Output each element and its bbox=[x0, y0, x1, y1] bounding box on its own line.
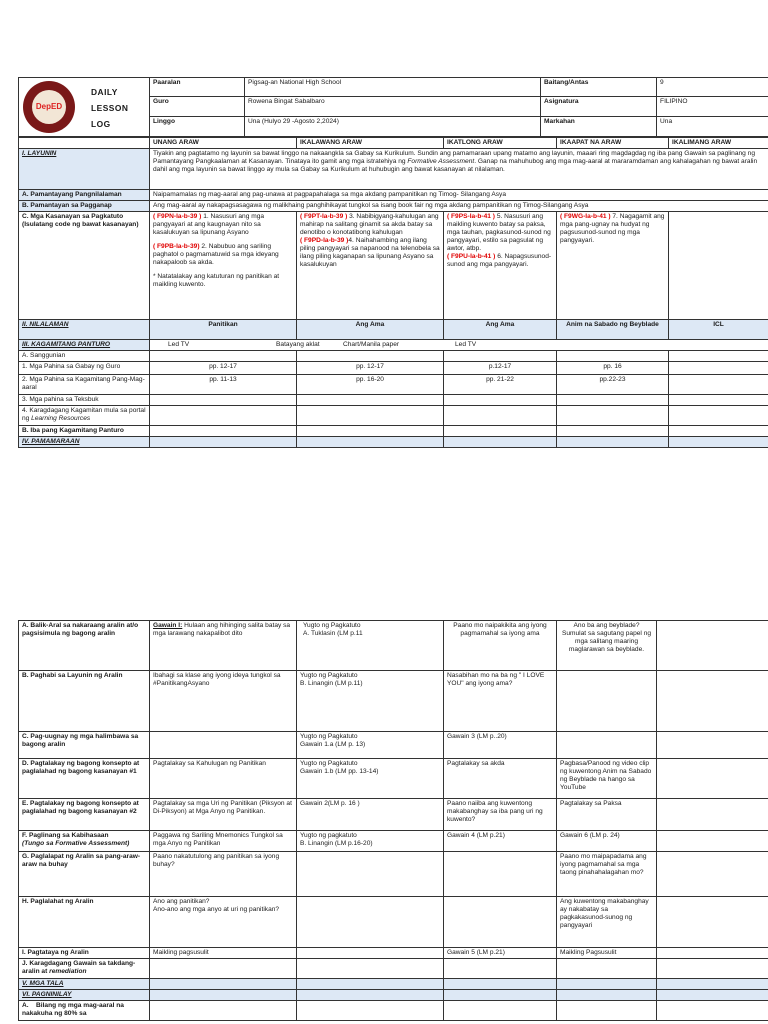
nilalaman-day3: Ang Ama bbox=[444, 320, 557, 340]
gabay-day2: pp. 12-17 bbox=[297, 362, 444, 375]
pagtataya-day1: Maikling pagsusulit bbox=[150, 948, 297, 959]
pagkatuto-day2: ( F9PT-Ia-b-39 ) 3. Nabibigyang-kahulugan ang mahirap na salitang ginamit sa akda batay sa denotibo o konotatibong kahulugan ( F9PD-Ia-b-39 )4. Naihahambing ang ilang piling pangyayari sa napanood na telenobela sa ilang piling kaganapan sa lipunang Asyano sa kasalukuyan bbox=[297, 212, 444, 320]
karagdagang-kagamitan-label: 4. Karagdagang Kagamitan mula sa portal ng Learning Resources bbox=[19, 406, 150, 426]
konsepto2-day4: Pagtalakay sa Paksa bbox=[557, 799, 657, 831]
paghabi-day1: Ibahagi sa klase ang iyong ideya tungkol sa #PanitikangAsyano bbox=[150, 671, 297, 732]
pag-uugnay-label: C. Pag-uugnay ng mga halimbawa sa bagong aralin bbox=[19, 732, 150, 759]
balik-aral-day2: Yugto ng Pagkatuto A. Tuklasin (LM p.11 bbox=[297, 621, 444, 671]
layunin-heading: I. LAYUNIN bbox=[19, 149, 150, 190]
takdang-aralin-label: J. Karagdagang Gawain sa takdang-aralin at remediation bbox=[19, 959, 150, 979]
konsepto1-day3: Pagtalakay sa akda bbox=[444, 759, 557, 799]
kabihasaan-day1: Paggawa ng Sariling Mnemonics Tungkol sa mga Anyo ng Panitikan bbox=[150, 831, 297, 852]
paaralan-label: Paaralan bbox=[150, 78, 245, 97]
deped-seal-icon: DepED bbox=[23, 81, 75, 133]
sanggunian-label: A. Sanggunian bbox=[19, 351, 150, 362]
pagtataya-label: I. Pagtataya ng Aralin bbox=[19, 948, 150, 959]
gabay-label: 1. Mga Pahina sa Gabay ng Guro bbox=[19, 362, 150, 375]
paglalahat-label: H. Paglalahat ng Aralin bbox=[19, 897, 150, 948]
pagkatuto-label: C. Mga Kasanayan sa Pagkatuto (Isulatang code ng bawat kasanayan) bbox=[19, 212, 150, 320]
pagtataya-day3: Gawain 5 (LM p.21) bbox=[444, 948, 557, 959]
baitang-value: 9 bbox=[657, 78, 768, 97]
layunin-text: Tiyakin ang pagtatamo ng layunin sa bawat linggo na nakaangkla sa Gabay sa Kurikulum. Sundin ang pamamaraan upang matamo ang layunin, maaari ring magdagdag ng iba pang Gawain sa paglinang ng Pamantayang Pangkaalaman at Kasanayan. Tinataya ito gamit ang mga istratehiya ng Formative Assessment. Ganap na mahuhubog ang mga mag-aaral at mararamdaman ang kahalagahan ng bawat aralin dahil ang mga layunin sa bawat linggo ay mula sa Gabay sa Kurikulum at huhubugin ang bawat kasanayan at nilalaman. bbox=[150, 149, 768, 190]
guro-label: Guro bbox=[150, 97, 245, 117]
nilalaman-heading: II. NILALAMAN bbox=[19, 320, 150, 340]
kagamitang-mag-aaral-label: 2. Mga Pahina sa Kagamitang Pang-Mag-aaral bbox=[19, 375, 150, 395]
pagkatuto-day4: ( F9WG-Ia-b-41 ) 7. Nagagamit ang mga pang-ugnay na hudyat ng pagsusunod-sunod ng mga pangyayari. bbox=[557, 212, 669, 320]
nilalaman-day5: ICL bbox=[669, 320, 768, 340]
kabihasaan-day2: Yugto ng pagkatuto B. Linangin (LM p.16-20) bbox=[297, 831, 444, 852]
pag-uugnay-day3: Gawain 3 (LM p..20) bbox=[444, 732, 557, 759]
kagamitang-mag-aaral-day4: pp.22-23 bbox=[557, 375, 669, 395]
lesson-log-procedure bbox=[18, 620, 768, 1021]
pangnilalaman-label: A. Pamantayang Pangnilalaman bbox=[19, 190, 150, 201]
gabay-day4: pp. 16 bbox=[557, 362, 669, 375]
kagamitan-heading: III. KAGAMITANG PANTURO bbox=[19, 340, 150, 351]
konsepto2-label: E. Pagtalakay ng bagong konsepto at paglalahad ng bagong kasanayan #2 bbox=[19, 799, 150, 831]
konsepto2-day1: Pagtalakay sa mga Uri ng Panitikan (Piksyon at Di-Piksyon) at Mga Anyo ng Panitikan. bbox=[150, 799, 297, 831]
day-header-1: UNANG ARAW bbox=[150, 138, 297, 149]
paghabi-day4 bbox=[557, 671, 657, 732]
kabihasaan-day3: Gawain 4 (LM p.21) bbox=[444, 831, 557, 852]
bilang-label: A. Bilang ng mga mag-aaral na nakakuha ng 80% sa bbox=[19, 1001, 150, 1021]
konsepto2-day2: Gawain 2(LM p. 16 ) bbox=[297, 799, 444, 831]
paghabi-label: B. Paghabi sa Layunin ng Aralin bbox=[19, 671, 150, 732]
pangnilalaman-text: Naipamamalas ng mag-aaral ang pag-unawa at pagpapahalaga sa mga akdang pampanitikan ng Timog- Silangang Asya bbox=[150, 190, 768, 201]
kagamitang-mag-aaral-day1: pp. 11-13 bbox=[150, 375, 297, 395]
day-header-blank bbox=[19, 138, 150, 149]
kabihasaan-label: F. Paglinang sa Kabihasaan (Tungo sa Formative Assessment) bbox=[19, 831, 150, 852]
gabay-day1: pp. 12-17 bbox=[150, 362, 297, 375]
guro-value: Rowena Bingat Sabalbaro bbox=[245, 97, 541, 117]
konsepto2-day3: Paano naiiba ang kuwentong makabanghay sa iba pang uri ng kuwento? bbox=[444, 799, 557, 831]
gabay-day3: p.12-17 bbox=[444, 362, 557, 375]
asignatura-value: FILIPINO bbox=[657, 97, 768, 117]
markahan-label: Markahan bbox=[541, 117, 657, 137]
pagkatuto-day3: ( F9PS-Ia-b-41 ) 5. Nasusuri ang maikling kuwento batay sa paksa, mga tauhan, pagkasunod-sunod ng pangyayari, estilo sa pagsulat ng awtor, atbp. ( F9PU-Ia-b-41 ) 6. Napagsusunod-sunod ang mga pangyayari. bbox=[444, 212, 557, 320]
nilalaman-day4: Anim na Sabado ng Beyblade bbox=[557, 320, 669, 340]
kagamitang-mag-aaral-day2: pp. 16-20 bbox=[297, 375, 444, 395]
konsepto1-day1: Pagtalakay sa Kahulugan ng Panitikan bbox=[150, 759, 297, 799]
pag-uugnay-day2: Yugto ng Pagkatuto Gawain 1.a (LM p. 13) bbox=[297, 732, 444, 759]
day-header-3: IKATLONG ARAW bbox=[444, 138, 557, 149]
pagganap-text: Ang mag-aaral ay nakapagsasagawa ng malikhaing panghihikayat tungkol sa isang book fair ng mga akdang pampanitikan ng Timog-Silangang Asya bbox=[150, 201, 768, 212]
baitang-label: Baitang/Antas bbox=[541, 78, 657, 97]
day-header-2: IKALAWANG ARAW bbox=[297, 138, 444, 149]
asignatura-label: Asignatura bbox=[541, 97, 657, 117]
nilalaman-day2: Ang Ama bbox=[297, 320, 444, 340]
pagkatuto-day5 bbox=[669, 212, 768, 320]
header-logo-block bbox=[19, 78, 150, 137]
kabihasaan-day4: Gawain 6 (LM p. 24) bbox=[557, 831, 657, 852]
nilalaman-day1: Panitikan bbox=[150, 320, 297, 340]
iba-pang-kagamitan-label: B. Iba pang Kagamitang Panturo bbox=[19, 426, 150, 437]
paaralan-value: Pigsag-an National High School bbox=[245, 78, 541, 97]
pagtataya-day4: Maikling Pagsusulit bbox=[557, 948, 657, 959]
mga-tala-heading: V. MGA TALA bbox=[19, 979, 150, 990]
paglalahat-day1: Ano ang panitikan? Ano-ano ang mga anyo at uri ng panitikan? bbox=[150, 897, 297, 948]
balik-aral-day3: Paano mo naipakikita ang iyong pagmamahal sa iyong ama bbox=[444, 621, 557, 671]
paghabi-day3: Nasabihan mo na ba ng " I LOVE YOU" ang iyong ama? bbox=[444, 671, 557, 732]
pagganap-label: B. Pamantayan sa Pagganap bbox=[19, 201, 150, 212]
paglalapat-day4: Paano mo maipapadama ang iyong pagmamahal sa mga taong pinahahalagahan mo? bbox=[557, 852, 657, 897]
konsepto1-day2: Yugto ng Pagkatuto Gawain 1.b (LM pp. 13-14) bbox=[297, 759, 444, 799]
pagninilay-heading: VI. PAGNINILAY bbox=[19, 990, 150, 1001]
paglalapat-day1: Paano nakatutulong ang panitikan sa iyong buhay? bbox=[150, 852, 297, 897]
lesson-log-top bbox=[18, 77, 768, 448]
paglalapat-label: G. Paglalapat ng Aralin sa pang-araw-araw na buhay bbox=[19, 852, 150, 897]
pamamaraan-heading: IV. PAMAMARAAN bbox=[19, 437, 150, 448]
day-header-5: IKALIMANG ARAW bbox=[669, 138, 768, 149]
pagkatuto-day1: ( F9PN-Ia-b-39 ) 1. Nasusuri ang mga pangyayari at ang kaugnayan nito sa kasalukuyan sa lipunang Asyano ( F9PB-Ia-b-39) 2. Nabubuo ang sariling paghatol o pagmamatuwid sa mga ideyang nakapaloob sa akda. * Natatalakay ang katuturan ng panitikan at maikling kuwento. bbox=[150, 212, 297, 320]
daily-lesson-log-title: DAILY LESSON LOG bbox=[91, 87, 129, 129]
kagamitang-mag-aaral-day3: pp. 21-22 bbox=[444, 375, 557, 395]
paghabi-day2: Yugto ng Pagkatuto B. Linangin (LM p.11) bbox=[297, 671, 444, 732]
konsepto1-label: D. Pagtalakay ng bagong konsepto at paglalahad ng bagong kasanayan #1 bbox=[19, 759, 150, 799]
linggo-label: Linggo bbox=[150, 117, 245, 137]
balik-aral-day4: Ano ba ang beyblade? Sumulat sa sagutang papel ng mga salitang maaring maglarawan sa beyblade. bbox=[557, 621, 657, 671]
balik-aral-day1: Gawain I: Hulaan ang hihinging salita batay sa mga larawang nakapalibot dito bbox=[150, 621, 297, 671]
konsepto1-day4: Pagbasa/Panood ng video clip ng kuwentong Anim na Sabado ng Beyblade na hango sa YouTube bbox=[557, 759, 657, 799]
linggo-value: Una (Hulyo 29 -Agosto 2,2024) bbox=[245, 117, 541, 137]
markahan-value: Una bbox=[657, 117, 768, 137]
kagamitan-items: Led TV Batayang aklat Chart/Manila paper Led TV bbox=[150, 340, 768, 351]
balik-aral-label: A. Balik-Aral sa nakaraang aralin at/o pagsisimula ng bagong aralin bbox=[19, 621, 150, 671]
teksbuk-label: 3. Mga pahina sa Teksbuk bbox=[19, 395, 150, 406]
day-header-4: IKAAPAT NA ARAW bbox=[557, 138, 669, 149]
paglalahat-day4: Ang kuwentong makabanghay ay nakabatay sa pagkakasunod-sunog ng pangyayari bbox=[557, 897, 657, 948]
